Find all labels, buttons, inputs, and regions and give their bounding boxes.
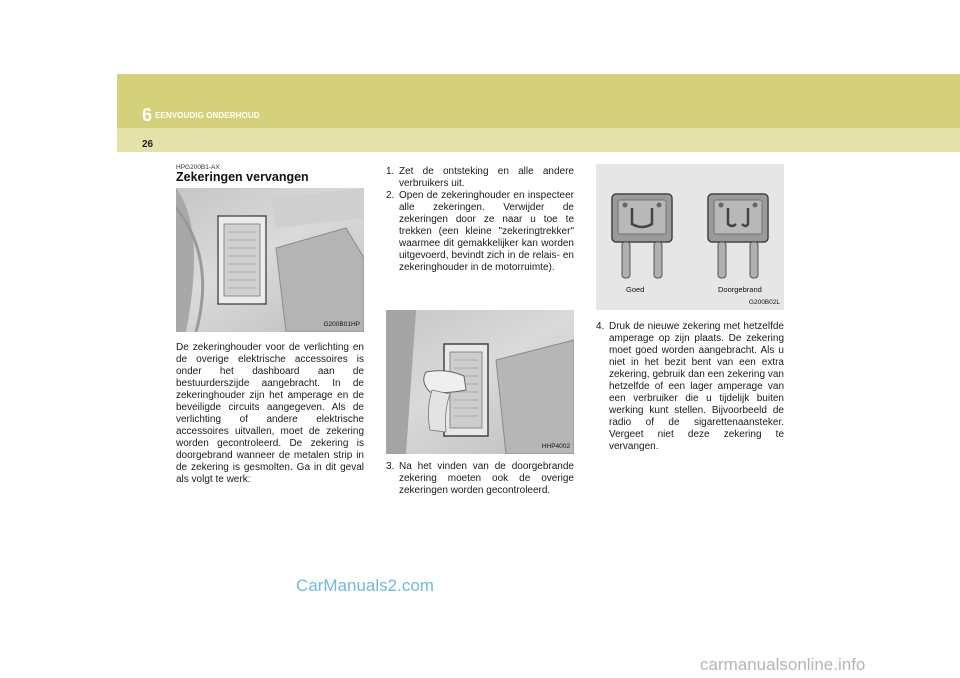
section-code: HPG200B1-AX — [176, 164, 220, 171]
step-1-2 — [386, 166, 574, 274]
step-item — [386, 190, 574, 274]
page-number: 26 — [142, 139, 154, 150]
good-fuse-label: Goed — [626, 285, 645, 294]
blown-fuse-label: Doorgebrand — [718, 285, 762, 294]
step-number: 2. — [386, 190, 395, 201]
fuse-comparison-caption: G200B02L — [748, 299, 780, 306]
step-text: Open de zekeringhouder en inspecteer alle zekeringen. Verwijder de zekeringen door ze naar u toe te trekken (een kleine "zekeringtrekker" waarmee dit gemakkelijker kan worden uitgevoerd, bevindt zich in de relais- en zekeringhouder in de motorruimte). — [399, 190, 574, 273]
fuse-box-illustration — [176, 188, 364, 332]
step-text: Zet de ontsteking en alle andere verbruikers uit. — [399, 166, 574, 189]
intro-paragraph: De zekeringhouder voor de verlichting en de overige elektrische accessoires is onder het dashboard aan de bestuurderszijde aangebracht. In de zekeringhouder zijn het amperage en de beveiligde circuits aangegeven. Als de verlichting of andere elektrische accessoires uitvallen, moet de zekering worden gecontroleerd. De zekering is doorgebrand wanneer de metalen strip in de zekering is gesmolten. Ga in dit geval als volgt te werk: — [176, 342, 364, 485]
fuse-box-photo-caption: G200B01HP — [323, 321, 360, 328]
chapter-header-strip — [117, 128, 960, 152]
carmanuals-watermark[interactable]: CarManuals2.com — [296, 576, 434, 595]
fuse-box-photo — [176, 188, 364, 332]
step-number: 4. — [596, 321, 605, 332]
section-title: Zekeringen vervangen — [176, 170, 309, 184]
step-number: 3. — [386, 461, 395, 472]
step-item — [386, 166, 574, 190]
fuse-comparison-figure — [596, 164, 784, 310]
step-item — [386, 461, 574, 497]
step-text: Druk de nieuwe zekering met hetzelfde amperage op zijn plaats. De zekering moet goed worden aangebracht. Als u niet in het bezit bent van een extra zekering, gebruik dan een zekering van hetzelfde of een lager amperage van een verbruiker die u tijdelijk buiten werking kunt stellen. Bijvoorbeeld de radio of de sigarettenaansteker. Vergeet niet deze zekering te vervangen. — [609, 321, 784, 452]
blown-fuse-icon — [708, 194, 768, 278]
step-4 — [596, 321, 784, 453]
fuse-removal-photo — [386, 310, 574, 454]
step-text: Na het vinden van de doorgebrande zekering moeten ook de overige zekeringen worden gecontroleerd. — [399, 461, 574, 496]
chapter-number: 6 — [142, 105, 153, 125]
good-fuse-icon — [612, 194, 672, 278]
chapter-title: EENVOUDIG ONDERHOUD — [155, 111, 260, 120]
fuse-removal-illustration — [386, 310, 574, 454]
step-number: 1. — [386, 166, 395, 177]
site-watermark: carmanualsonline.info — [700, 655, 866, 674]
fuse-removal-photo-caption: HHP4002 — [541, 443, 570, 450]
step-3 — [386, 461, 574, 497]
step-item — [596, 321, 784, 453]
